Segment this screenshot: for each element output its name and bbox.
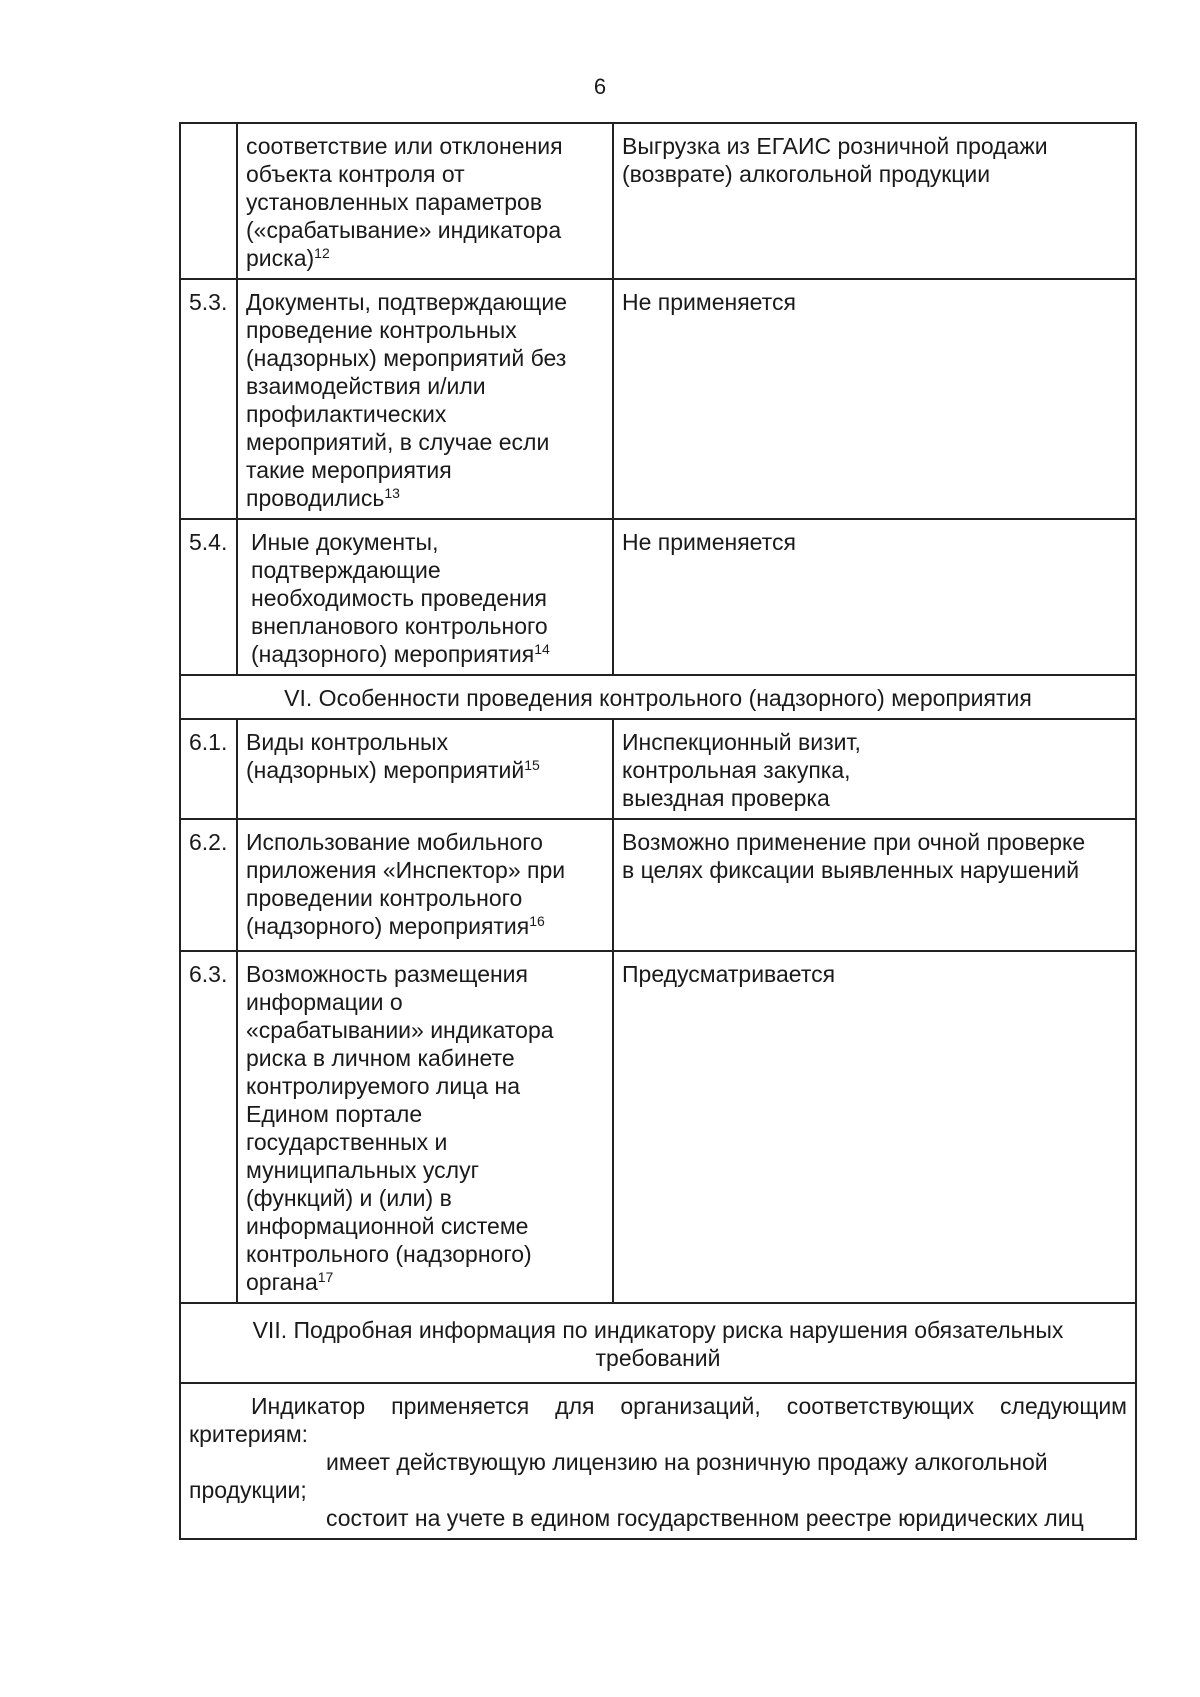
document-table [179,122,1137,1540]
criteria-line: продукции; [189,1477,307,1503]
table-row [180,951,1136,1303]
row-description: Использование мобильного приложения «Инспектор» при проведении контрольного (надзорного) мероприятия$^{16}$ [237,819,613,951]
row-description: Документы, подтверждающие проведение контрольных (надзорных) мероприятий без взаимодействия и/или профилактических мероприятий, в случае если такие мероприятия проводились$^{13}$ [237,279,613,519]
row-description: соответствие или отклонения объекта контроля от установленных параметров («срабатывание» индикатора риска)$^{12}$ [237,123,613,279]
row-value: Не применяется [613,519,1136,675]
row-number [180,123,237,279]
row-description: Иные документы, подтверждающие необходимость проведения внепланового контрольного (надзорного) мероприятия$^{14}$ [237,519,613,675]
criteria-line: критериям: [189,1421,309,1447]
row-number: 6.2. [180,819,237,951]
table-row [180,279,1136,519]
row-value: Возможно применение при очной проверке в целях фиксации выявленных нарушений [613,819,1136,951]
row-value: Предусматривается [613,951,1136,1303]
row-description: Виды контрольных (надзорных) мероприятий$^{15}$ [237,719,613,819]
criteria-line: Индикатор применяется для организаций, соответствующих следующим [251,1393,1127,1419]
row-value: Не применяется [613,279,1136,519]
table-row [180,123,1136,279]
section-row [180,675,1136,719]
row-number: 6.1. [180,719,237,819]
criteria-line: состоит на учете в едином государственном реестре юридических лиц [326,1505,1084,1531]
footnote-ref: 12 [314,245,330,261]
criteria-line: имеет действующую лицензию на розничную продажу алкогольной [326,1449,1048,1475]
section-heading-vi: VI. Особенности проведения контрольного (надзорного) мероприятия [180,675,1136,719]
criteria-row [180,1383,1136,1539]
row-number: 5.4. [180,519,237,675]
row-number: 5.3. [180,279,237,519]
table-row [180,519,1136,675]
footnote-ref: 13 [384,485,400,501]
criteria-text [180,1383,1136,1539]
row-value: Инспекционный визит, контрольная закупка, выездная проверка [613,719,1136,819]
footnote-ref: 17 [317,1269,334,1285]
row-number: 6.3. [180,951,237,1303]
footnote-ref: 16 [529,913,545,929]
section-row [180,1303,1136,1383]
footnote-ref: 15 [524,757,540,773]
page-number: 6 [593,74,607,99]
section-heading-vii: VII. Подробная информация по индикатору риска нарушения обязательных требований [180,1303,1136,1383]
table-row [180,719,1136,819]
table-row [180,819,1136,951]
row-value: Выгрузка из ЕГАИС розничной продажи (возврате) алкогольной продукции [613,123,1136,279]
footnote-ref: 14 [534,641,550,657]
row-description: Возможность размещения информации о «срабатывании» индикатора риска в личном кабинете контролируемого лица на Едином портале государственных и муниципальных услуг (функций) и (или) в информационной системе контрольного (надзорного) органа$^{17}$ [237,951,613,1303]
